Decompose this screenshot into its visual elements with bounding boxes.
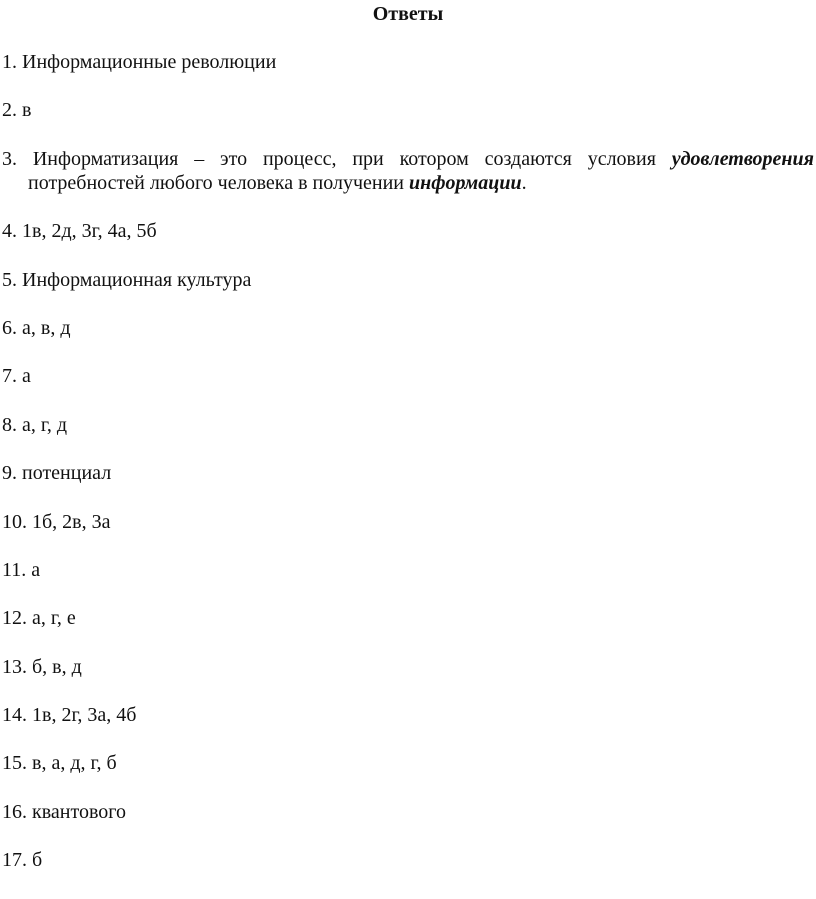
answer-text: 1в, 2д, 3г, 4а, 5б	[22, 220, 157, 243]
answer-number: 13.	[2, 655, 27, 678]
answer-text: в	[22, 99, 32, 122]
answer-word: процесс,	[262, 147, 337, 170]
answer-word: условия	[587, 147, 656, 170]
answer-number: 4.	[2, 220, 17, 243]
answer-item-16	[2, 800, 816, 824]
answer-word: котором	[399, 147, 469, 170]
answer-number: 17.	[2, 849, 27, 872]
answer-item-5	[2, 268, 816, 292]
answer-text: 1в, 2г, 3а, 4б	[32, 704, 137, 727]
answer-number: 16.	[2, 800, 27, 823]
answer-text: Информационная культура	[22, 268, 252, 291]
answer-number: 14.	[2, 704, 27, 727]
answer-number: 2.	[2, 99, 17, 122]
answer-text: б, в, д	[32, 655, 82, 678]
answer-item-2	[2, 98, 816, 122]
answer-item-17	[2, 848, 816, 872]
answer-word: создаются	[484, 147, 572, 170]
emphasized-term: информации	[409, 171, 522, 194]
answer-item-13	[2, 655, 816, 679]
answer-number: 10.	[2, 510, 27, 533]
sentence-end: .	[521, 171, 527, 194]
answer-number: 12.	[2, 607, 27, 630]
answer-number: 6.	[2, 316, 17, 339]
answer-text: потенциал	[22, 462, 112, 485]
answer-item-10	[2, 510, 816, 534]
answer-number: 11.	[2, 558, 27, 581]
answer-text: а, г, д	[22, 413, 67, 436]
answer-3-second-line	[2, 171, 816, 195]
answer-number: 7.	[2, 365, 17, 388]
answer-text: б	[32, 849, 43, 872]
answer-word: при	[352, 147, 384, 170]
answer-item-12	[2, 606, 816, 630]
answer-number: 9.	[2, 462, 17, 485]
answer-text: Информационные революции	[22, 51, 277, 73]
answer-text: а	[22, 365, 31, 388]
answer-word: –	[194, 147, 205, 170]
answer-item-8	[2, 413, 816, 437]
answer-item-1	[2, 50, 816, 74]
answer-item-7	[2, 364, 816, 388]
answer-text: а, г, е	[32, 607, 76, 630]
answer-item-15	[2, 751, 816, 775]
emphasized-term: удовлетворения	[671, 147, 814, 170]
answer-text: потребностей любого человека в получении	[28, 171, 404, 194]
answer-item-4	[2, 219, 816, 243]
answer-number: 15.	[2, 752, 27, 775]
answer-item-14	[2, 703, 816, 727]
answer-text: 1б, 2в, 3а	[32, 510, 111, 533]
answer-3-first-line	[2, 147, 814, 171]
answer-number: 1.	[2, 51, 17, 73]
answer-item-9	[2, 461, 816, 485]
answer-text: квантового	[32, 800, 126, 823]
answer-number: 5.	[2, 268, 17, 291]
answer-item-11	[2, 558, 816, 582]
answers-list	[2, 50, 816, 897]
answer-text: а	[31, 558, 41, 581]
answer-number: 3.	[2, 147, 17, 170]
answer-text: в, а, д, г, б	[32, 752, 117, 775]
answer-word: Информатизация	[32, 147, 179, 170]
answer-word: это	[220, 147, 248, 170]
document-title: Ответы	[372, 3, 444, 25]
answer-text: а, в, д	[22, 316, 71, 339]
answer-number: 8.	[2, 413, 17, 436]
answer-item-3	[2, 147, 816, 195]
answer-item-6	[2, 316, 816, 340]
